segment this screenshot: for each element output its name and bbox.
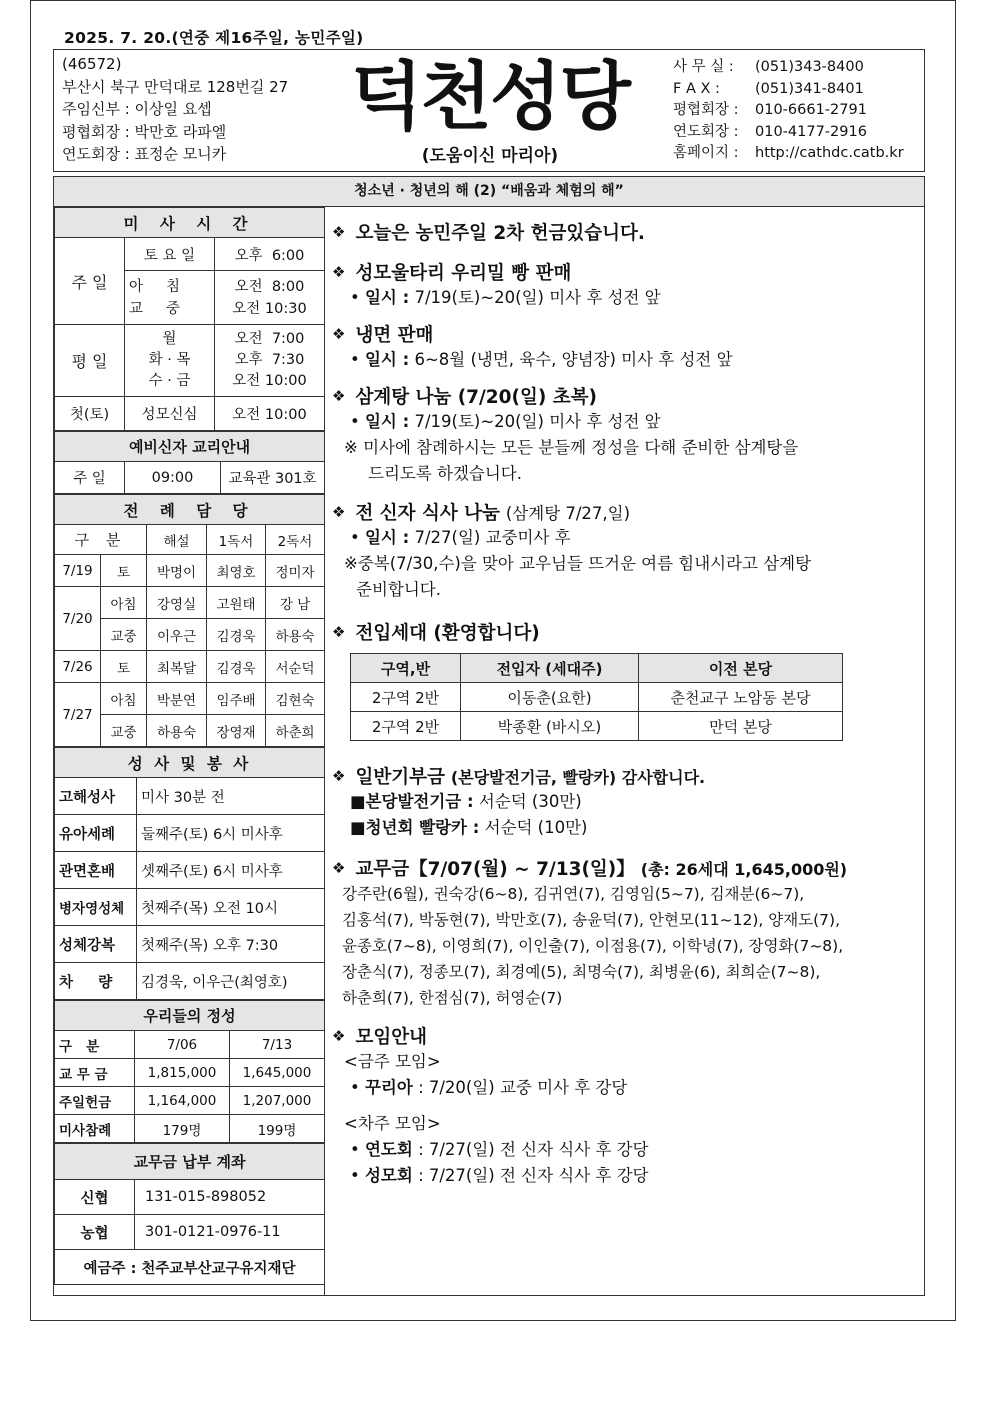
table-row: 교중 하용숙 장영재 하춘희 [55,715,325,747]
notice-meal: ❖ 전 신자 식사 나눔 (삼계탕 7/27,일) [332,503,631,524]
table-row: 7/27 아침 박분연 임주배 김현숙 [55,683,325,715]
weekday-slots: 월 화 · 목 수 · 금 [125,325,215,397]
table-row: 병자영성체 첫째주(목) 오전 10시 [55,889,325,926]
notice-donation: ❖ 일반기부금 (본당발전기금, 빨랑카) 감사합니다. [332,767,706,788]
table-row: 성체강복 첫째주(목) 오후 7:30 [55,926,325,963]
diamond-icon: ❖ [332,767,346,785]
meal-note: 준비합니다. [356,580,441,599]
first-sat-name: 성모신심 [125,397,215,431]
pastor: 주임신부 : 이상일 요셉 [62,100,212,118]
diamond-icon: ❖ [332,387,346,405]
contact-council: 평협회장 : 010-6661-2791 [673,102,867,118]
notice-movein: ❖ 전입세대 (환영합니다) [332,623,540,644]
notice-farmers: ❖ 오늘은 농민주일 2차 헌금있습니다. [332,223,645,244]
parish-info [62,53,288,166]
table-row: 관면혼배 셋째주(토) 6시 미사후 [55,852,325,889]
diamond-icon: ❖ [332,503,346,521]
sat-time: 오후 6:00 [215,238,325,271]
weekday-label: 평 일 [55,325,125,397]
diamond-icon: ❖ [332,1027,346,1045]
mass-times-title: 미 사 시 간 [55,208,325,238]
postal-code: (46572) [62,55,122,73]
diamond-icon: ❖ [332,325,346,343]
table-row: 2구역 2반 이동춘(요한) 춘천교구 노암동 본당 [351,683,843,712]
diamond-icon: ❖ [332,223,346,241]
liturgy-header: 1독서 [207,525,266,555]
contact-homepage[interactable]: 홈페이지 : http://cathdc.catb.kr [673,145,904,161]
table-row: 교중 이우근 김경욱 하용숙 [55,619,325,651]
table-row: 고해성사 미사 30분 전 [55,778,325,815]
meeting-item: • 연도회 : 7/27(일) 전 신자 식사 후 강당 [350,1140,649,1159]
notice-meetings: ❖ 모임안내 [332,1027,427,1048]
movein-table [350,653,843,741]
liturgy-title: 전 례 담 당 [55,495,325,525]
diamond-icon: ❖ [332,859,346,877]
donation-item: ■청년회 빨랑카 : 서순덕 (10만) [350,818,588,837]
table-row: 농협 301-0121-0976-11 [55,1215,325,1250]
sacraments-table [54,747,325,1000]
catechumen-title: 예비신자 교리안내 [55,432,325,462]
liturgy-header: 구 분 [55,525,147,555]
weekday-times: 오전 7:00 오후 7:30 오전 10:00 [215,325,325,397]
main-content [53,176,925,1296]
parish-subtitle: (도움이신 마리아) [421,146,559,166]
notice-bread: ❖ 성모울타리 우리밀 빵 판매 [332,263,572,284]
meal-date: • 일시 : 7/27(일) 교중미사 후 [350,528,571,547]
samgyetang-note: 드리도록 하겠습니다. [368,464,522,483]
offering-title: 우리들의 정성 [55,1001,325,1031]
contact-fax: F A X : (051)341-8401 [673,80,864,97]
table-row: 유아세례 둘째주(토) 6시 미사후 [55,815,325,852]
notice-samgyetang: ❖ 삼계탕 나눔 (7/20(일) 초복) [332,387,597,408]
meeting-item: • 성모회 : 7/27(일) 전 신자 식사 후 강당 [350,1166,649,1185]
contact-office: 사 무 실 : (051)343-8400 [673,59,864,75]
table-row: 구 분 7/06 7/13 [55,1031,325,1059]
table-row: 교 무 금 1,815,000 1,645,000 [55,1059,325,1087]
table-row: 7/19 토 박명이 최영호 정미자 [55,555,325,587]
table-row: 미사참례 179명 199명 [55,1115,325,1143]
account-title: 교무금 납부 계좌 [55,1144,325,1180]
meeting-item: • 꾸리아 : 7/20(일) 교중 미사 후 강당 [350,1078,628,1097]
account-table [54,1143,325,1285]
liturgy-header: 2독서 [266,525,325,555]
table-row: 7/26 토 최복달 김경욱 서순덕 [55,651,325,683]
next-week-meetings: <차주 모임> [344,1114,441,1133]
table-row: 7/20 아침 강영실 고원태 강 남 [55,587,325,619]
table-row: 주일헌금 1,164,000 1,207,000 [55,1087,325,1115]
notice-naengmyeon: ❖ 냉면 판매 [332,325,434,346]
diamond-icon: ❖ [332,623,346,641]
address: 부산시 북구 만덕대로 128번길 27 [62,77,289,96]
square-bullet-icon: ■ [350,818,366,837]
table-row: 신협 131-015-898052 [55,1180,325,1215]
contact-info [673,57,904,165]
square-bullet-icon: ■ [350,792,366,811]
account-holder: 예금주 : 천주교부산교구유지재단 [55,1250,325,1285]
naengmyeon-date: • 일시 : 6~8월 (냉면, 육수, 양념장) 미사 후 성전 앞 [350,350,733,369]
mass-times-table [54,207,325,431]
sunday-label: 주 일 [55,238,125,325]
sat-label: 토 요 일 [125,238,215,271]
catechumen-time: 09:00 [125,462,221,494]
this-week-meetings: <금주 모임> [344,1052,441,1071]
donation-item: ■본당발전기금 : 서순덕 (30만) [350,792,582,811]
catechumen-table [54,431,325,494]
notice-dues: ❖ 교무금【7/07(월) ~ 7/13(일)】 (총: 26세대 1,645,000원) [332,859,848,880]
table-row: 2구역 2반 박종환 (바시오) 만덕 본당 [351,712,843,741]
meal-note: ※중복(7/30,수)을 맞아 교우님들 뜨거운 여름 힘내시라고 삼계탕 [344,554,812,573]
diamond-icon: ❖ [332,263,346,281]
samgyetang-note: ※ 미사에 참례하시는 모든 분들께 정성을 다해 준비한 삼계탕을 [344,438,799,457]
sunday-slots: 아 침 교 중 [125,271,215,325]
bulletin-date: 2025. 7. 20.(연중 제16주일, 농민주일) [64,29,364,47]
offering-table [54,1000,325,1143]
notices [332,219,918,1189]
table-row: 차 량 김경욱, 이우근(최영호) [55,963,325,1000]
council-president: 평협회장 : 박만호 라파엘 [62,122,227,141]
parish-title: 덕천성당 [351,54,629,140]
catechumen-day: 주 일 [55,462,125,494]
first-sat-time: 오전 10:00 [215,397,325,431]
samgyetang-date: • 일시 : 7/19(토)~20(일) 미사 후 성전 앞 [350,412,661,431]
table-row: 구역,반 전입자 (세대주) 이전 본당 [351,654,843,683]
dues-names: 강주란(6월), 권숙강(6~8), 김귀연(7), 김영임(5~7), 김재분(6~7), 김홍석(7), 박동현(7), 박만호(7), 송윤덕(7), 안현모(11~12), 양재도(7), 윤종호(7~8), 이영희(7), 이인출(7), 이점용(7), 이학녕(7), 장영화(7~8), 장춘식(7), 정종모(7), 최경예(5), 최명숙(7), 최병윤(6), 최희순(7~8), 하춘희(7), 한점심(7), 허영순(7) [342,885,844,1007]
liturgy-header: 해설 [147,525,207,555]
catechumen-place: 교육관 301호 [221,462,325,494]
yeondo-president: 연도회장 : 표정순 모니카 [62,145,227,163]
sunday-times: 오전 8:00 오전 10:30 [215,271,325,325]
sacraments-title: 성 사 및 봉 사 [55,748,325,778]
bread-date: • 일시 : 7/19(토)~20(일) 미사 후 성전 앞 [350,288,661,307]
theme-banner: 청소년 · 청년의 해 (2) “배움과 체험의 해” [54,177,924,207]
liturgy-table [54,494,325,747]
left-sidebar [54,207,325,1295]
first-sat-label: 첫(토) [55,397,125,431]
contact-yeondo: 연도회장 : 010-4177-2916 [673,123,867,140]
